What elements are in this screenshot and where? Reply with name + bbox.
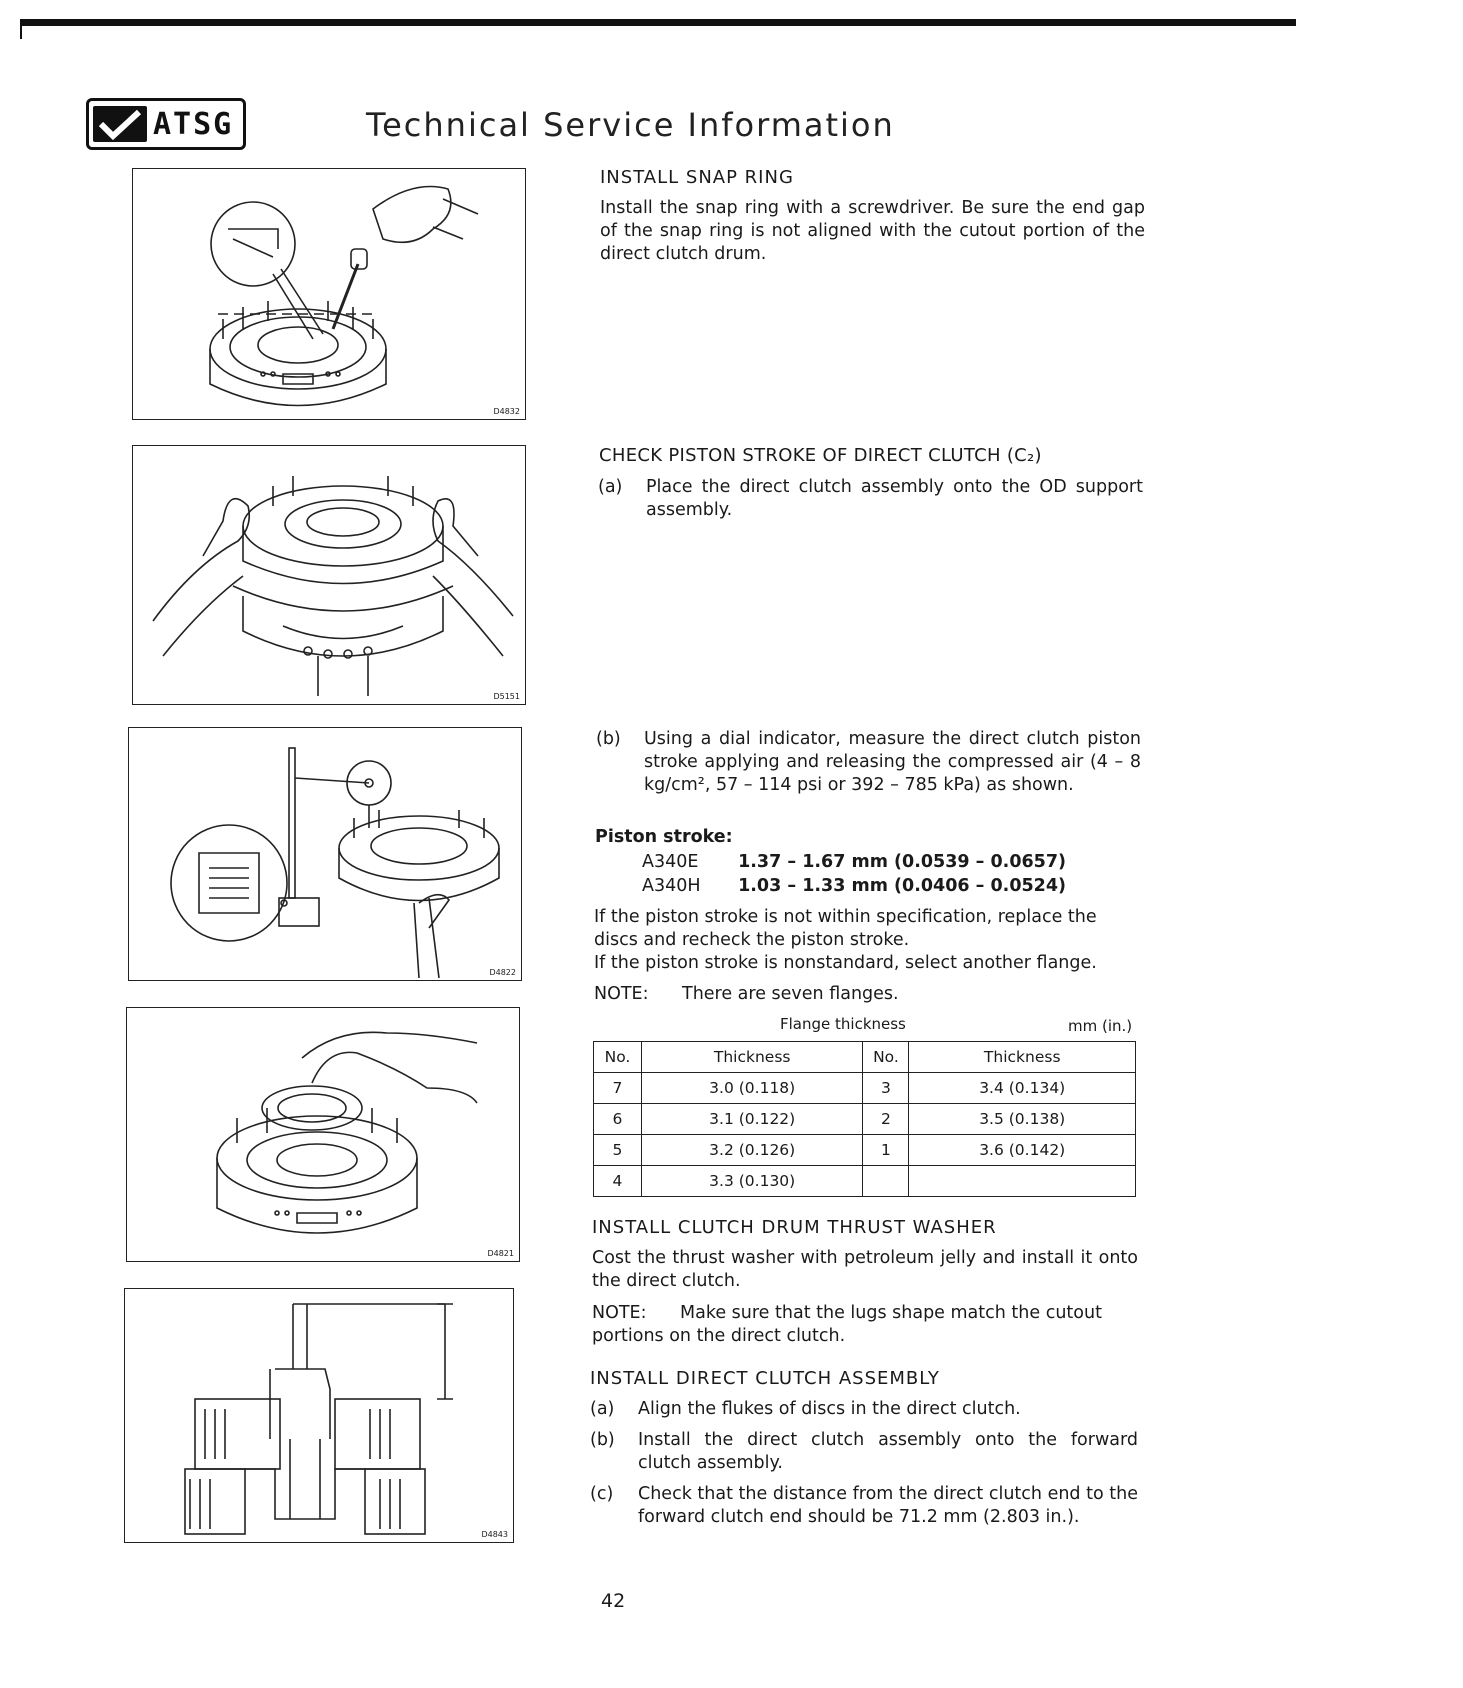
figure-code: D4843 xyxy=(481,1530,508,1539)
spec-row-a340e xyxy=(642,852,1066,872)
table-cell: 3.0 (0.118) xyxy=(641,1073,863,1104)
spec-row-a340h xyxy=(642,876,1066,896)
table-cell: 3 xyxy=(863,1073,909,1104)
table-cell: 7 xyxy=(594,1073,642,1104)
spec-value: 1.37 – 1.67 mm (0.0539 – 0.0657) xyxy=(738,852,1067,872)
thrust-washer-note xyxy=(592,1302,1138,1348)
top-rule xyxy=(20,19,1296,26)
piston-stroke-item-b xyxy=(596,728,1141,824)
note-label: NOTE: xyxy=(592,1303,647,1323)
table-row xyxy=(594,1135,1136,1166)
table-cell: 3.3 (0.130) xyxy=(641,1166,863,1197)
header-no: No. xyxy=(863,1042,909,1073)
thrust-washer-body: Cost the thrust washer with petroleum jelly and install it onto the direct clutch. xyxy=(592,1248,1138,1291)
header-no: No. xyxy=(594,1042,642,1073)
item-label: (c) xyxy=(590,1484,614,1504)
table-row xyxy=(594,1166,1136,1197)
table-cell: 2 xyxy=(863,1104,909,1135)
thrust-washer-heading: INSTALL CLUTCH DRUM THRUST WASHER xyxy=(592,1217,997,1238)
flange-table-caption: Flange thickness xyxy=(780,1015,906,1033)
item-label: (b) xyxy=(590,1430,615,1450)
item-label: (a) xyxy=(598,477,623,497)
direct-clutch-assembly-heading: INSTALL DIRECT CLUTCH ASSEMBLY xyxy=(590,1368,940,1389)
note-label: NOTE: xyxy=(594,984,649,1004)
figure-code: D4822 xyxy=(489,968,516,977)
figure-dial-indicator xyxy=(128,727,522,981)
flange-table-unit: mm (in.) xyxy=(1068,1017,1133,1035)
item-text: Check that the distance from the direct clutch end to the forward clutch end should be 71.2 mm (2.803 in.). xyxy=(638,1484,1138,1527)
piston-stroke-label: Piston stroke: xyxy=(595,827,733,847)
piston-stroke-heading: CHECK PISTON STROKE OF DIRECT CLUTCH (C₂) xyxy=(599,445,1042,466)
figure-od-support xyxy=(132,445,526,705)
table-cell: 3.1 (0.122) xyxy=(641,1104,863,1135)
page-number: 42 xyxy=(601,1590,626,1612)
figure-snap-ring xyxy=(132,168,526,420)
item-label: (b) xyxy=(596,729,621,749)
table-cell: 6 xyxy=(594,1104,642,1135)
item-text: Place the direct clutch assembly onto the OD support assembly. xyxy=(646,477,1143,520)
logo-text: ATSG xyxy=(153,106,234,142)
table-row xyxy=(594,1104,1136,1135)
note-text: Make sure that the lugs shape match the cutout portions on the direct clutch. xyxy=(592,1303,1102,1346)
table-row xyxy=(594,1073,1136,1104)
atsg-logo xyxy=(86,98,246,150)
top-rule-tick xyxy=(20,19,22,39)
snap-ring-body: Install the snap ring with a screwdriver. Be sure the end gap of the snap ring is not aligned with the cutout portion of the direct clutch drum. xyxy=(600,198,1145,264)
table-cell: 5 xyxy=(594,1135,642,1166)
figure-code: D4832 xyxy=(493,407,520,416)
table-cell: 1 xyxy=(863,1135,909,1166)
table-cell: 3.4 (0.134) xyxy=(909,1073,1136,1104)
piston-stroke-note-flange: If the piston stroke is nonstandard, select another flange. xyxy=(594,953,1097,973)
note-text: There are seven flanges. xyxy=(682,984,899,1004)
item-label: (a) xyxy=(590,1399,615,1419)
table-header-row xyxy=(594,1042,1136,1073)
header-thickness: Thickness xyxy=(909,1042,1136,1073)
piston-stroke-item-a xyxy=(598,476,1143,526)
assembly-item-a xyxy=(590,1398,1138,1424)
figure-code: D4821 xyxy=(487,1249,514,1258)
item-text: Install the direct clutch assembly onto the forward clutch assembly. xyxy=(638,1430,1138,1473)
piston-stroke-note-replace: If the piston stroke is not within specification, replace the discs and recheck the piston stroke. xyxy=(594,907,1097,950)
figure-cross-section xyxy=(124,1288,514,1543)
table-cell xyxy=(909,1166,1136,1197)
spec-model: A340E xyxy=(642,852,699,872)
assembly-item-b xyxy=(590,1429,1138,1479)
spec-value: 1.03 – 1.33 mm (0.0406 – 0.0524) xyxy=(738,876,1067,896)
spec-model: A340H xyxy=(642,876,701,896)
snap-ring-heading: INSTALL SNAP RING xyxy=(600,167,794,188)
piston-stroke-note-seven xyxy=(594,983,1140,1006)
page-title: Technical Service Information xyxy=(366,106,895,144)
flange-thickness-table xyxy=(593,1041,1136,1197)
figure-thrust-washer xyxy=(126,1007,520,1262)
figure-code: D5151 xyxy=(493,692,520,701)
checkmark-icon xyxy=(93,106,147,142)
item-text: Using a dial indicator, measure the direct clutch piston stroke applying and releasing the compressed air (4 – 8 kg/cm², 57 – 114 psi or 392 – 785 kPa) as shown. xyxy=(644,729,1141,795)
table-cell: 3.6 (0.142) xyxy=(909,1135,1136,1166)
item-text: Align the flukes of discs in the direct clutch. xyxy=(638,1399,1021,1419)
header-thickness: Thickness xyxy=(641,1042,863,1073)
table-cell xyxy=(863,1166,909,1197)
table-cell: 4 xyxy=(594,1166,642,1197)
table-cell: 3.5 (0.138) xyxy=(909,1104,1136,1135)
assembly-item-c xyxy=(590,1483,1138,1555)
table-cell: 3.2 (0.126) xyxy=(641,1135,863,1166)
